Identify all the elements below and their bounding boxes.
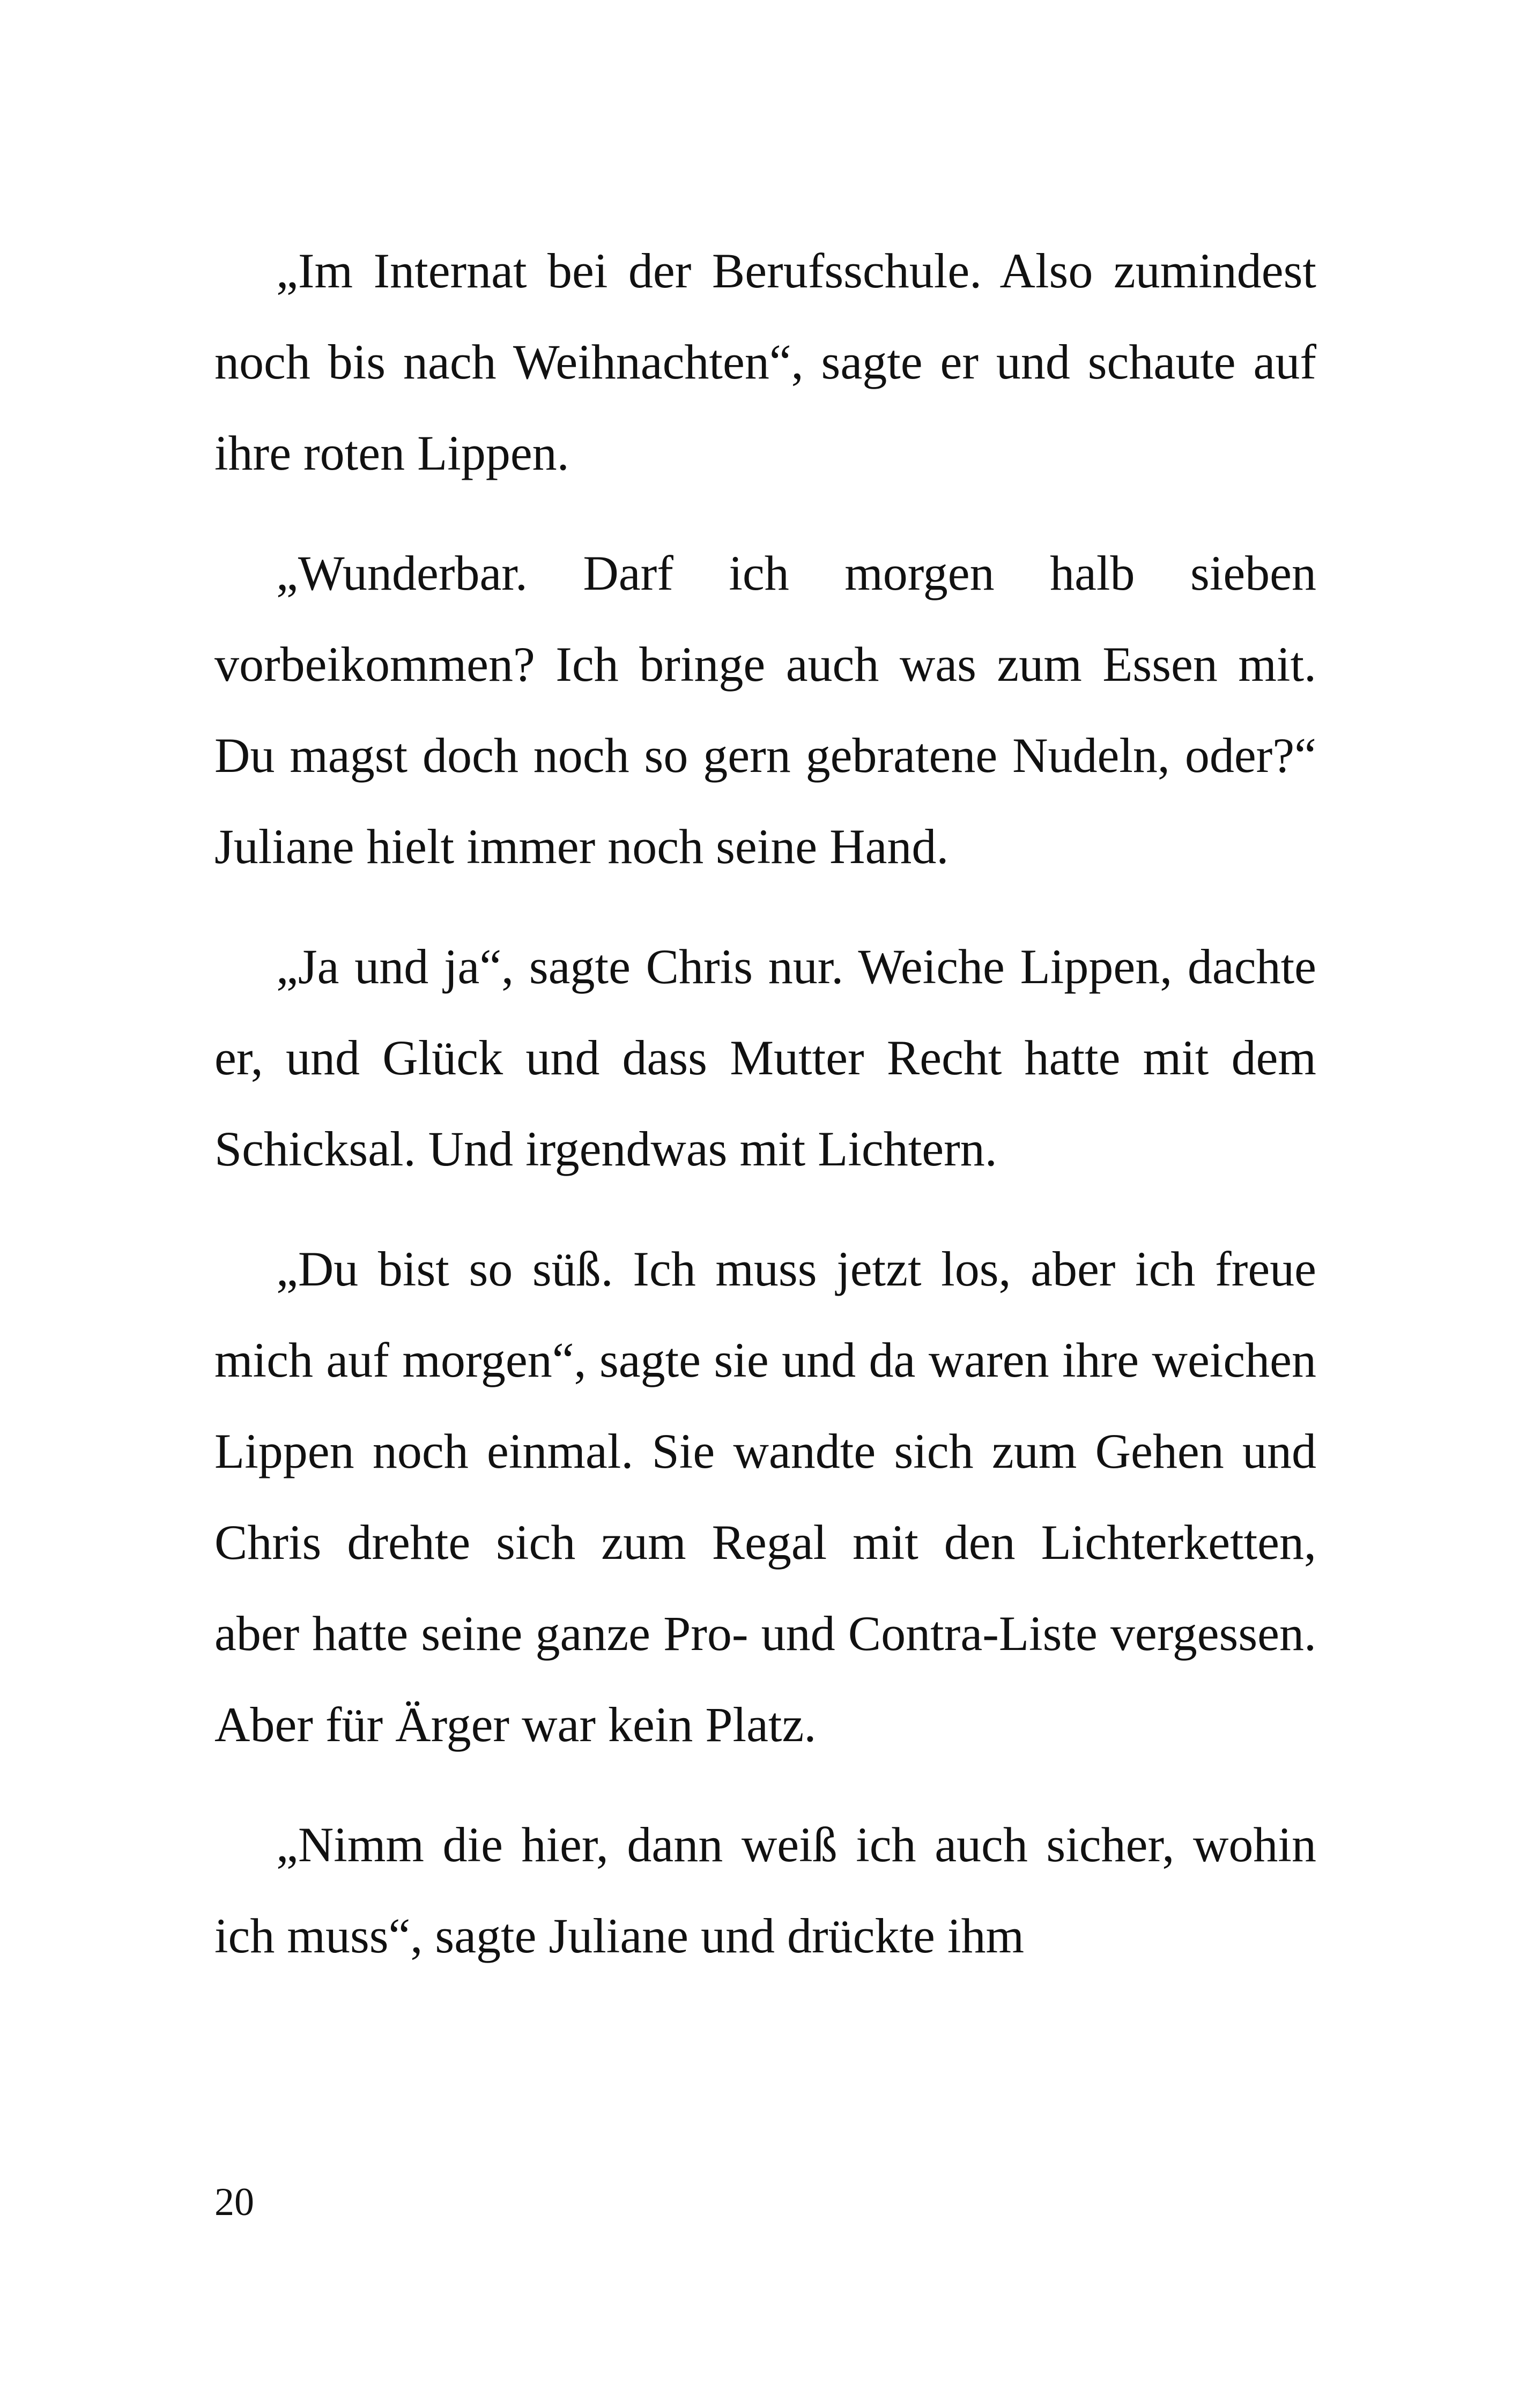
paragraph-1: „Im Internat bei der Berufsschule. Also zumindest noch bis nach Weihnachten“, sagte er und schaute auf ihre roten Lippen.	[214, 243, 1316, 480]
paragraph-4: „Du bist so süß. Ich muss jetzt los, aber ich freue mich auf morgen“, sagte sie und da waren ihre weichen Lippen noch einmal. Sie wandte sich zum Gehen und Chris drehte sich zum Regal mit den Lichterketten, aber hatte seine ganze Pro- und Contra-Liste vergessen. Aber für Ärger war kein Platz.	[214, 1242, 1316, 1752]
paragraph-5: „Nimm die hier, dann weiß ich auch sicher, wohin ich muss“, sagte Juliane und drückte ihm	[214, 1817, 1316, 1963]
page-number: 20	[214, 2180, 254, 2224]
paragraph-2: „Wunderbar. Darf ich morgen halb sieben vorbeikommen? Ich bringe auch was zum Essen mit. Du magst doch noch so gern gebratene Nudeln, oder?“ Juliane hielt immer noch seine Hand.	[214, 546, 1316, 874]
paragraph-3: „Ja und ja“, sagte Chris nur. Weiche Lippen, dachte er, und Glück und dass Mutter Recht hatte mit dem Schicksal. Und irgendwas mit Lichtern.	[214, 939, 1316, 1176]
body-text	[214, 225, 1316, 2010]
